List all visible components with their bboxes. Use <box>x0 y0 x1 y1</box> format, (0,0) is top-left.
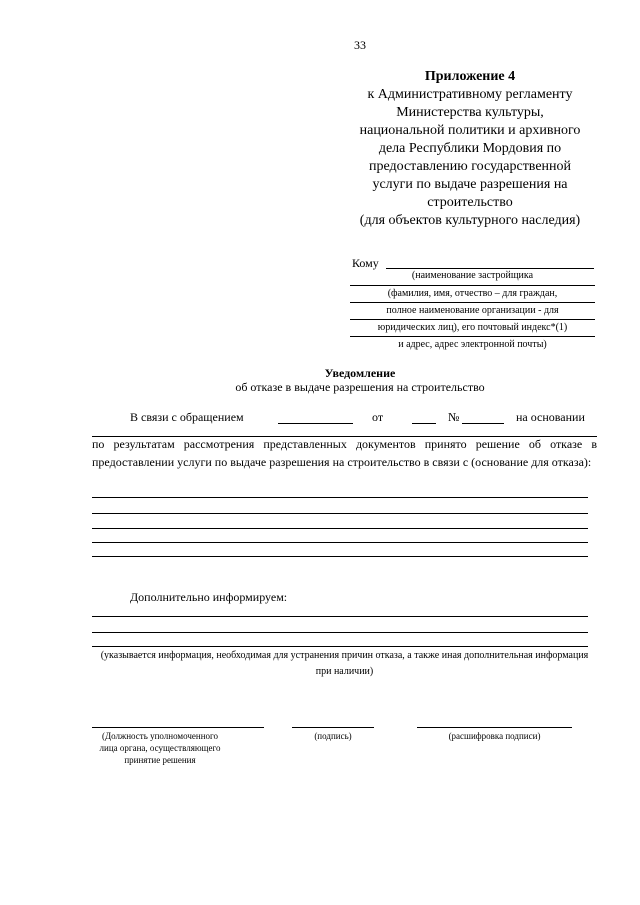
refusal-paragraph: по результатам рассмотрения представленных документов принято решение об отказе в предоставлении услуги по выдаче разрешения на строительство в связи с (основание для отказа): <box>92 437 597 469</box>
number-blank[interactable] <box>462 423 504 424</box>
reason-line[interactable] <box>92 513 588 514</box>
appendix-line: услуги по выдаче разрешения на <box>372 177 568 192</box>
appendix-title: Приложение 4 <box>424 69 516 84</box>
recipient-hint: полное наименование организации - для <box>386 305 559 316</box>
appendix-line: Министерства культуры, <box>396 105 544 120</box>
row-text-basis: на основании <box>516 410 585 424</box>
signature-line[interactable] <box>292 727 374 728</box>
reason-line[interactable] <box>92 556 588 557</box>
appendix-line: (для объектов культурного наследия) <box>359 213 581 228</box>
position-label: (Должность уполномоченного лица органа, осуществляющего принятие решения <box>99 731 221 765</box>
row-text-appeal: В связи с обращением <box>130 410 244 424</box>
notice-subtitle: об отказе в выдаче разрешения на строительство <box>235 380 485 394</box>
recipient-line[interactable] <box>350 302 595 303</box>
row-text-number: № <box>448 410 460 424</box>
additional-info-label: Дополнительно информируем: <box>130 590 288 604</box>
recipient-label: Кому <box>352 256 379 270</box>
recipient-line[interactable] <box>350 319 595 320</box>
appendix-line: строительство <box>427 195 513 210</box>
page-number: 33 <box>354 38 366 52</box>
signature-label: (подпись) <box>314 731 352 741</box>
appendix-line: национальной политики и архивного <box>359 123 581 138</box>
appendix-header <box>330 68 610 230</box>
date-blank[interactable] <box>412 423 436 424</box>
recipient-hint: (фамилия, имя, отчество – для граждан, <box>387 288 558 299</box>
reason-line[interactable] <box>92 542 588 543</box>
appendix-line: предоставлению государственной <box>368 159 572 174</box>
notice-title: Уведомление <box>324 366 396 380</box>
appendix-line: к Административному регламенту <box>367 87 573 102</box>
recipient-line[interactable] <box>350 336 595 337</box>
appeal-blank[interactable] <box>278 423 353 424</box>
recipient-hint: (наименование застройщика <box>411 270 534 281</box>
info-line[interactable] <box>92 632 588 633</box>
reason-line[interactable] <box>92 497 588 498</box>
position-line[interactable] <box>92 727 264 728</box>
info-line[interactable] <box>92 616 588 617</box>
recipient-hint: и адрес, адрес электронной почты) <box>398 339 547 350</box>
decoding-line[interactable] <box>417 727 572 728</box>
recipient-hint: юридических лиц), его почтовый индекс*(1) <box>377 322 568 333</box>
reason-line[interactable] <box>92 528 588 529</box>
info-line[interactable] <box>92 646 588 647</box>
recipient-line[interactable] <box>386 268 594 269</box>
decoding-label: (расшифровка подписи) <box>448 731 541 741</box>
additional-info-note: (указывается информация, необходимая для устранения причин отказа, а также иная дополнительная информация при наличии) <box>100 650 589 677</box>
recipient-line[interactable] <box>350 285 595 286</box>
row-text-from: от <box>372 410 384 424</box>
appendix-line: дела Республики Мордовия по <box>378 141 562 156</box>
